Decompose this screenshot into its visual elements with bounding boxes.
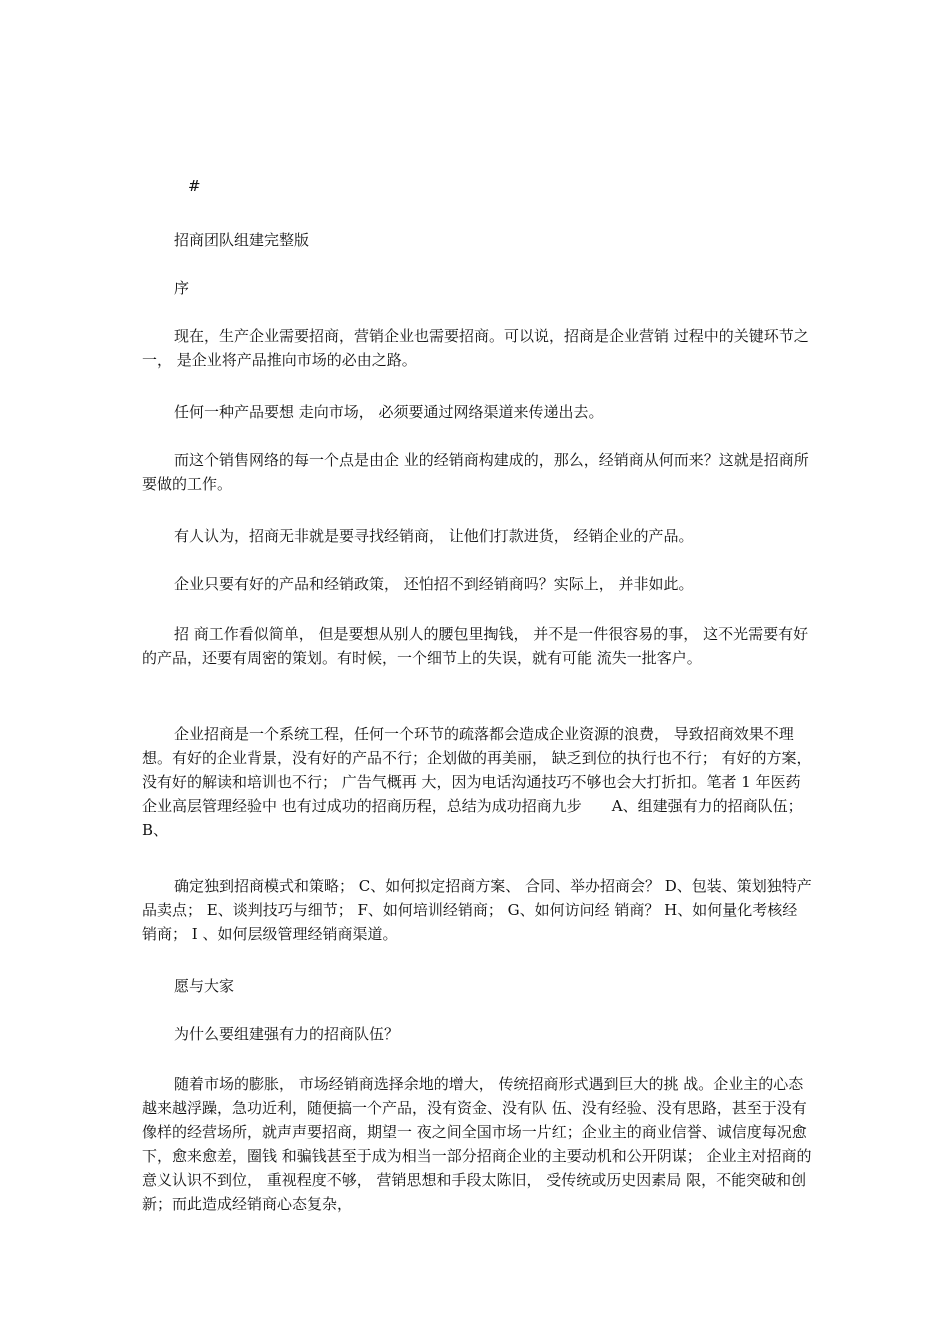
page-marker: # [188,177,201,195]
paragraph-5: 企业只要有好的产品和经销政策， 还怕招不到经销商吗？实际上， 并非如此。 [174,575,694,593]
document-title: 招商团队组建完整版 [174,231,310,249]
paragraph-4: 有人认为，招商无非就是要寻找经销商， 让他们打款进货， 经销企业的产品。 [174,527,694,545]
preface-heading: 序 [174,279,190,297]
paragraph-11: 随着市场的膨胀， 市场经销商选择余地的增大， 传统招商形式遇到巨大的挑 战。企业主的心态越来越浮躁，急功近利，随便搞一个产品，没有资金、没有队 伍、没有经验、没有思路，甚至于没有像样的经营场所，就声声要招商，期望一 夜之间全国市场一片红；企业主的商业信誉、诚信度每况愈下，愈来愈差，圈钱 和骗钱甚至于成为相当一部分招商企业的主要动机和公开阴谋； 企业主对招商的 意义认识不到位， 重视程度不够， 营销思想和手段太陈旧， 受传统或历史因素局 限，不能突破和创新；而此造成经销商心态复杂， [142,1075,812,1213]
paragraph-10: 为什么要组建强有力的招商队伍？ [174,1025,400,1043]
paragraph-8: 确定独到招商模式和策略； C、如何拟定招商方案、 合同、举办招商会？ D、包装、策划独特产品卖点； E、谈判技巧与细节； F、如何培训经销商； G、如何访问经 销商？ H、如何量化考核经销商； I 、如何层级管理经销商渠道。 [142,877,812,943]
paragraph-7: 企业招商是一个系统工程，任何一个环节的疏落都会造成企业资源的浪费， 导致招商效果不理想。有好的企业背景，没有好的产品不行；企划做的再美丽， 缺乏到位的执行也不行； 有好的方案， 没有好的解读和培训也不行； 广告气概再 大，因为电话沟通技巧不够也会大打折扣。笔者 1 年医药企业高层管理经验中 也有过成功的招商历程，总结为成功招商九步 A、组建强有力的招商队伍； B、 [142,725,812,839]
paragraph-2: 任何一种产品要想 走向市场， 必须要通过网络渠道来传递出去。 [174,403,604,421]
paragraph-1: 现在，生产企业需要招商，营销企业也需要招商。可以说，招商是企业营销 过程中的关键环节之一， 是企业将产品推向市场的必由之路。 [142,327,809,369]
paragraph-3: 而这个销售网络的每一个点是由企 业的经销商构建成的，那么，经销商从何而来？这就是招商所要做的工作。 [142,451,809,493]
paragraph-6: 招 商工作看似简单， 但是要想从别人的腰包里掏钱， 并不是一件很容易的事， 这不光需要有好的产品，还要有周密的策划。有时候，一个细节上的失误，就有可能 流失一批客户。 [142,625,809,667]
paragraph-9: 愿与大家 [174,977,235,995]
